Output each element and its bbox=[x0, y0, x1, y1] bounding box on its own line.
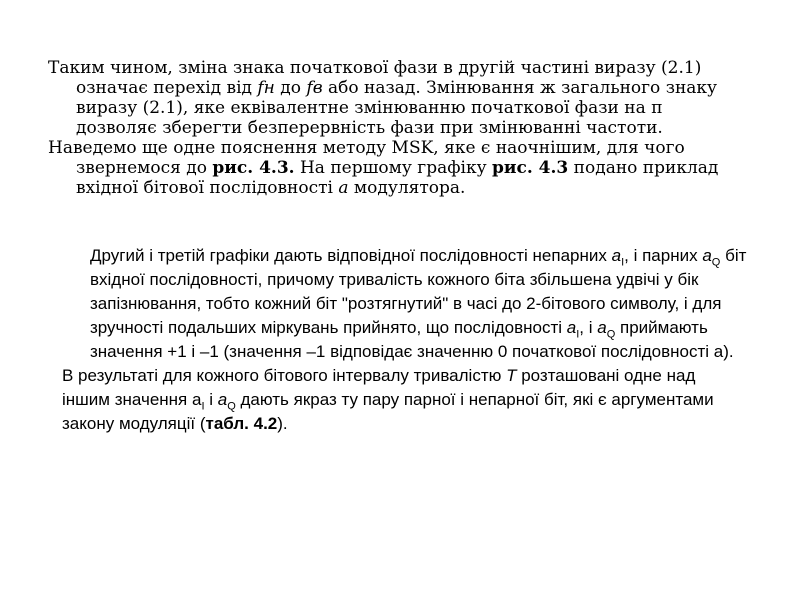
text-run: Таким чином, зміна знака початкової фази в другій частині виразу (2.1) означає перехід від bbox=[48, 58, 702, 98]
subscript-I: I bbox=[201, 400, 205, 413]
paragraph-msk-explanation bbox=[48, 138, 748, 198]
variable-aQ: a bbox=[597, 318, 607, 337]
variable-T: T bbox=[506, 366, 517, 385]
text-run: В результаті для кожного бітового інтервалу тривалістю bbox=[62, 366, 507, 385]
text-run: дають якраз ту пару парної і непарної біт, які є аргументами закону модуляції ( bbox=[62, 390, 714, 433]
subscript-I: I bbox=[621, 256, 625, 269]
frequency-fn: fн bbox=[257, 78, 275, 98]
subscript-Q: Q bbox=[227, 400, 236, 413]
text-run: подано приклад вхідної бітової послідовності bbox=[76, 158, 719, 198]
paragraph-modulation-result bbox=[62, 364, 748, 436]
subscript-I: I bbox=[576, 328, 580, 341]
text-run: , і парних bbox=[624, 246, 703, 265]
variable-aQ: a bbox=[702, 246, 712, 265]
text-run: ). bbox=[277, 414, 288, 433]
text-run: біт вхідної послідовності, причому тривалість кожного біта збільшена удвічі у бік запізнювання, тобто кожний біт "розтягнутий" в часі до 2-бітового символу, і для зручності подальших міркувань прийнято, що послідовності bbox=[90, 246, 747, 337]
text-run: до bbox=[274, 78, 307, 98]
bottom-text-block bbox=[62, 244, 748, 436]
paragraph-phase-change bbox=[48, 58, 748, 138]
variable-aQ: a bbox=[217, 390, 228, 409]
figure-reference: рис. 4.3 bbox=[492, 158, 569, 178]
figure-reference: рис. 4.3. bbox=[212, 158, 295, 178]
text-run: Другий і третій графіки дають відповідної послідовності непарних bbox=[90, 246, 612, 265]
variable-aI: a bbox=[611, 246, 622, 265]
text-run: приймають значення +1 і –1 (значення –1 відповідає значенню 0 початкової послідовності а). bbox=[90, 318, 734, 361]
text-run: розташовані одне над іншим значення а bbox=[62, 366, 696, 409]
text-run: , і bbox=[579, 318, 598, 337]
frequency-fv: fв bbox=[306, 78, 323, 98]
top-text-block bbox=[48, 58, 748, 198]
table-reference: табл. 4.2 bbox=[205, 414, 278, 433]
text-run: або назад. Змінювання ж загального знаку виразу (2.1), яке еквівалентне змінюванню початкової фази на π дозволяє зберегти безперервність фази при змінюванні частоти. bbox=[76, 78, 718, 138]
variable-aI: a bbox=[566, 318, 577, 337]
text-run: і bbox=[204, 390, 218, 409]
variable-a: a bbox=[338, 178, 349, 198]
text-run: модулятора. bbox=[348, 178, 466, 198]
text-run: На першому графіку bbox=[294, 158, 492, 178]
subscript-Q: Q bbox=[606, 328, 616, 341]
paragraph-graphs-description bbox=[62, 244, 748, 364]
subscript-Q: Q bbox=[711, 256, 721, 269]
text-run: Наведемо ще одне пояснення методу MSK, яке є наочнішим, для чого звернемося до bbox=[48, 138, 685, 178]
